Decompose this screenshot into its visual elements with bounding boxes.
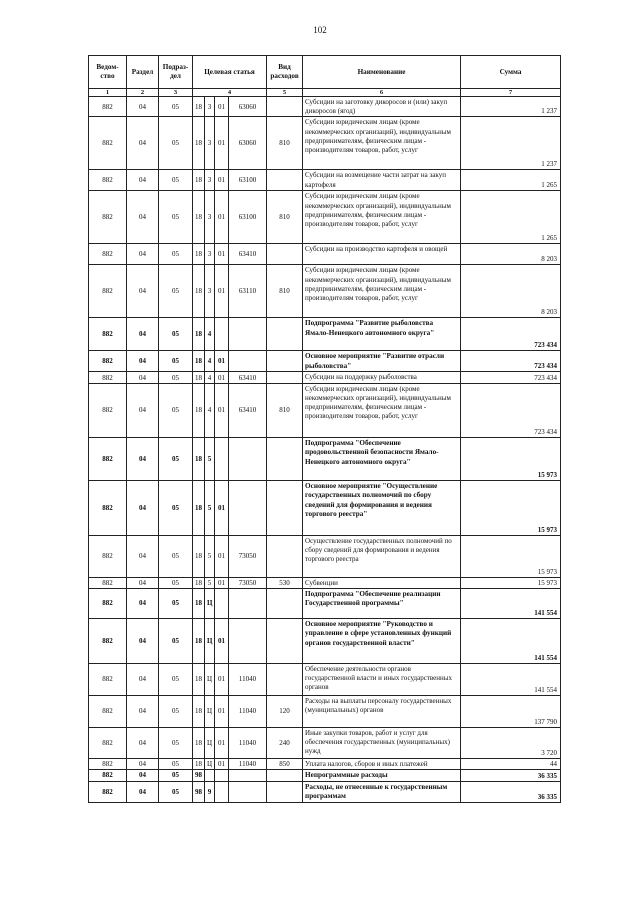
cell-target-direction (229, 618, 267, 663)
column-number: 3 (159, 89, 193, 97)
cell-name: Основное мероприятие "Руководство и управление в сфере установленных функций органов государственной власти" (303, 618, 461, 663)
cell-target-program: 18 (193, 437, 205, 480)
cell-subsection: 05 (159, 535, 193, 577)
table-row (89, 480, 561, 535)
cell-subsection: 05 (159, 170, 193, 191)
cell-target-subprogram: Ц (205, 758, 215, 769)
cell-target-subprogram: 9 (205, 781, 215, 802)
cell-subsection: 05 (159, 758, 193, 769)
cell-target-program: 18 (193, 170, 205, 191)
cell-target-subprogram: 3 (205, 265, 215, 318)
cell-target-subprogram: Ц (205, 727, 215, 758)
table-row (89, 695, 561, 727)
cell-target-subprogram: 4 (205, 318, 215, 351)
table-row (89, 97, 561, 117)
header-section: Раздел (127, 56, 159, 89)
cell-subsection: 05 (159, 588, 193, 618)
table-row (89, 618, 561, 663)
cell-subsection: 05 (159, 372, 193, 383)
cell-target-direction: 11040 (229, 663, 267, 695)
cell-target-direction: 63110 (229, 265, 267, 318)
table-row (89, 535, 561, 577)
cell-target-direction: 63410 (229, 372, 267, 383)
cell-subsection: 05 (159, 97, 193, 117)
cell-name: Субсидии юридическим лицам (кроме некоммерческих организаций), индивидуальным предпринимателям, физическим лицам - производителям товаров, работ, услуг (303, 383, 461, 437)
cell-target-program: 18 (193, 383, 205, 437)
cell-sum: 723 434 (461, 318, 561, 351)
cell-name: Осуществление государственных полномочий по сбору сведений для формирования и ведения торгового реестра (303, 535, 461, 577)
cell-name: Основное мероприятие "Развитие отрасли рыболовства" (303, 351, 461, 372)
table-row (89, 244, 561, 265)
cell-subsection: 05 (159, 727, 193, 758)
cell-target-measure: 01 (215, 618, 229, 663)
cell-subsection: 05 (159, 117, 193, 170)
cell-expense-type (267, 535, 303, 577)
cell-expense-type: 810 (267, 383, 303, 437)
cell-dept: 882 (89, 588, 127, 618)
cell-target-subprogram: 4 (205, 372, 215, 383)
cell-target-program: 18 (193, 480, 205, 535)
cell-dept: 882 (89, 383, 127, 437)
header-subsection: Подраз-дел (159, 56, 193, 89)
cell-name: Подпрограмма "Развитие рыболовства Ямало-Ненецкого автономного округа" (303, 318, 461, 351)
table-row (89, 265, 561, 318)
column-number: 6 (303, 89, 461, 97)
cell-target-subprogram: Ц (205, 663, 215, 695)
cell-sum: 1 265 (461, 191, 561, 244)
cell-expense-type (267, 781, 303, 802)
cell-dept: 882 (89, 170, 127, 191)
cell-target-subprogram: 3 (205, 170, 215, 191)
table-row (89, 437, 561, 480)
cell-section: 04 (127, 770, 159, 782)
cell-target-program: 18 (193, 351, 205, 372)
cell-dept: 882 (89, 535, 127, 577)
cell-target-measure: 01 (215, 727, 229, 758)
cell-target-program: 18 (193, 758, 205, 769)
cell-target-subprogram: Ц (205, 618, 215, 663)
header-sum: Сумма (461, 56, 561, 89)
table-row (89, 758, 561, 769)
cell-expense-type (267, 588, 303, 618)
cell-expense-type: 240 (267, 727, 303, 758)
cell-name: Расходы, не отнесенные к государственным программам (303, 781, 461, 802)
cell-target-measure: 01 (215, 265, 229, 318)
cell-section: 04 (127, 244, 159, 265)
cell-sum: 36 335 (461, 781, 561, 802)
cell-target-subprogram: 5 (205, 535, 215, 577)
cell-sum: 8 203 (461, 265, 561, 318)
cell-expense-type (267, 97, 303, 117)
cell-expense-type (267, 770, 303, 782)
cell-sum: 3 720 (461, 727, 561, 758)
cell-target-program: 18 (193, 695, 205, 727)
table-row (89, 727, 561, 758)
cell-sum: 141 554 (461, 588, 561, 618)
cell-target-program: 18 (193, 727, 205, 758)
cell-dept: 882 (89, 618, 127, 663)
cell-expense-type (267, 170, 303, 191)
cell-section: 04 (127, 265, 159, 318)
table-row (89, 191, 561, 244)
cell-name: Подпрограмма "Обеспечение продовольственной безопасности Ямало-Ненецкого автономного округа" (303, 437, 461, 480)
cell-target-program: 18 (193, 588, 205, 618)
table-row (89, 117, 561, 170)
cell-dept: 882 (89, 758, 127, 769)
cell-name: Субсидии юридическим лицам (кроме некоммерческих организаций), индивидуальным предпринимателям, физическим лицам - производителям товаров, работ, услуг (303, 117, 461, 170)
cell-name: Обеспечение деятельности органов государственной власти и иных государственных органов (303, 663, 461, 695)
cell-dept: 882 (89, 480, 127, 535)
cell-target-direction: 63100 (229, 191, 267, 244)
cell-target-measure: 01 (215, 663, 229, 695)
cell-dept: 882 (89, 695, 127, 727)
cell-expense-type: 810 (267, 265, 303, 318)
cell-section: 04 (127, 695, 159, 727)
cell-target-direction (229, 770, 267, 782)
header-expense-type: Вид расходов (267, 56, 303, 89)
cell-dept: 882 (89, 318, 127, 351)
cell-target-subprogram: 3 (205, 97, 215, 117)
cell-section: 04 (127, 383, 159, 437)
cell-target-direction: 63060 (229, 117, 267, 170)
cell-section: 04 (127, 781, 159, 802)
cell-target-subprogram (205, 770, 215, 782)
cell-target-program: 18 (193, 97, 205, 117)
cell-sum: 723 434 (461, 351, 561, 372)
cell-dept: 882 (89, 577, 127, 588)
cell-target-measure: 01 (215, 244, 229, 265)
cell-dept: 882 (89, 437, 127, 480)
cell-sum: 15 973 (461, 577, 561, 588)
cell-expense-type: 810 (267, 117, 303, 170)
column-number: 2 (127, 89, 159, 97)
cell-expense-type: 810 (267, 191, 303, 244)
cell-target-subprogram: 5 (205, 480, 215, 535)
cell-section: 04 (127, 727, 159, 758)
cell-target-measure: 01 (215, 383, 229, 437)
cell-dept: 882 (89, 117, 127, 170)
cell-expense-type (267, 351, 303, 372)
cell-name: Субсидии на возмещение части затрат на закуп картофеля (303, 170, 461, 191)
column-number: 4 (193, 89, 267, 97)
cell-sum: 137 790 (461, 695, 561, 727)
cell-target-measure (215, 770, 229, 782)
cell-target-subprogram: 4 (205, 383, 215, 437)
cell-target-subprogram: 3 (205, 191, 215, 244)
cell-section: 04 (127, 117, 159, 170)
cell-name: Основное мероприятие "Осуществление государственных полномочий по сбору сведений для формирования и ведения торгового реестра" (303, 480, 461, 535)
cell-name: Иные закупки товаров, работ и услуг для обеспечения государственных (муниципальных) нужд (303, 727, 461, 758)
cell-sum: 1 265 (461, 170, 561, 191)
cell-dept: 882 (89, 244, 127, 265)
cell-sum: 723 434 (461, 383, 561, 437)
cell-subsection: 05 (159, 577, 193, 588)
column-number: 7 (461, 89, 561, 97)
cell-subsection: 05 (159, 265, 193, 318)
cell-expense-type (267, 618, 303, 663)
table-row (89, 351, 561, 372)
cell-dept: 882 (89, 663, 127, 695)
cell-dept: 882 (89, 191, 127, 244)
cell-name: Расходы на выплаты персоналу государственных (муниципальных) органов (303, 695, 461, 727)
cell-target-measure: 01 (215, 695, 229, 727)
cell-name: Подпрограмма "Обеспечение реализации Государственной программы" (303, 588, 461, 618)
cell-sum: 1 237 (461, 97, 561, 117)
cell-target-direction (229, 318, 267, 351)
table-row (89, 318, 561, 351)
cell-target-measure: 01 (215, 97, 229, 117)
cell-name: Субсидии на заготовку дикоросов и (или) закуп дикоросов (ягод) (303, 97, 461, 117)
cell-sum: 36 335 (461, 770, 561, 782)
cell-dept: 882 (89, 265, 127, 318)
cell-target-direction (229, 437, 267, 480)
cell-target-direction (229, 781, 267, 802)
cell-target-measure (215, 318, 229, 351)
cell-expense-type (267, 318, 303, 351)
cell-sum: 141 554 (461, 663, 561, 695)
cell-target-measure (215, 437, 229, 480)
table-row (89, 588, 561, 618)
cell-sum: 8 203 (461, 244, 561, 265)
cell-subsection: 05 (159, 318, 193, 351)
column-number: 5 (267, 89, 303, 97)
cell-section: 04 (127, 618, 159, 663)
cell-target-program: 98 (193, 770, 205, 782)
cell-section: 04 (127, 191, 159, 244)
cell-subsection: 05 (159, 663, 193, 695)
cell-expense-type (267, 372, 303, 383)
cell-section: 04 (127, 480, 159, 535)
cell-subsection: 05 (159, 244, 193, 265)
column-number: 1 (89, 89, 127, 97)
cell-target-subprogram: 4 (205, 351, 215, 372)
cell-target-program: 18 (193, 618, 205, 663)
cell-target-program: 98 (193, 781, 205, 802)
cell-target-direction: 73050 (229, 577, 267, 588)
cell-expense-type (267, 663, 303, 695)
cell-subsection: 05 (159, 191, 193, 244)
cell-target-direction: 63410 (229, 244, 267, 265)
cell-name: Субсидии на производство картофеля и овощей (303, 244, 461, 265)
cell-target-measure: 01 (215, 758, 229, 769)
cell-target-direction: 11040 (229, 727, 267, 758)
cell-target-program: 18 (193, 577, 205, 588)
cell-section: 04 (127, 351, 159, 372)
cell-subsection: 05 (159, 618, 193, 663)
cell-dept: 882 (89, 97, 127, 117)
header-name: Наименование (303, 56, 461, 89)
cell-target-program: 18 (193, 663, 205, 695)
cell-target-measure: 01 (215, 577, 229, 588)
cell-subsection: 05 (159, 383, 193, 437)
cell-sum: 15 973 (461, 535, 561, 577)
cell-target-measure: 01 (215, 191, 229, 244)
cell-section: 04 (127, 758, 159, 769)
cell-target-direction (229, 351, 267, 372)
cell-sum: 44 (461, 758, 561, 769)
cell-target-measure: 01 (215, 535, 229, 577)
cell-name: Субсидии юридическим лицам (кроме некоммерческих организаций), индивидуальным предпринимателям, физическим лицам - производителям товаров, работ, услуг (303, 191, 461, 244)
cell-subsection: 05 (159, 770, 193, 782)
cell-section: 04 (127, 97, 159, 117)
cell-target-direction: 73050 (229, 535, 267, 577)
cell-dept: 882 (89, 351, 127, 372)
cell-target-measure: 01 (215, 117, 229, 170)
cell-target-measure (215, 588, 229, 618)
cell-target-direction (229, 480, 267, 535)
cell-target-program: 18 (193, 372, 205, 383)
cell-section: 04 (127, 577, 159, 588)
cell-target-direction: 63410 (229, 383, 267, 437)
cell-target-subprogram: Ц (205, 695, 215, 727)
cell-sum: 723 434 (461, 372, 561, 383)
cell-section: 04 (127, 318, 159, 351)
table-row (89, 577, 561, 588)
cell-expense-type (267, 244, 303, 265)
cell-section: 04 (127, 663, 159, 695)
cell-target-subprogram: 3 (205, 117, 215, 170)
cell-dept: 882 (89, 770, 127, 782)
cell-expense-type (267, 480, 303, 535)
cell-target-measure: 01 (215, 170, 229, 191)
header-target: Целевая статья (193, 56, 267, 89)
cell-subsection: 05 (159, 695, 193, 727)
cell-name: Уплата налогов, сборов и иных платежей (303, 758, 461, 769)
cell-dept: 882 (89, 372, 127, 383)
cell-target-program: 18 (193, 244, 205, 265)
cell-target-direction (229, 588, 267, 618)
cell-target-direction: 11040 (229, 758, 267, 769)
cell-target-program: 18 (193, 535, 205, 577)
cell-sum: 15 973 (461, 437, 561, 480)
header-row (89, 56, 561, 89)
table-row (89, 170, 561, 191)
cell-expense-type: 530 (267, 577, 303, 588)
table-row (89, 383, 561, 437)
cell-sum: 1 237 (461, 117, 561, 170)
table-row (89, 770, 561, 782)
cell-target-measure (215, 781, 229, 802)
cell-target-subprogram: 3 (205, 244, 215, 265)
cell-sum: 15 973 (461, 480, 561, 535)
cell-target-program: 18 (193, 191, 205, 244)
cell-target-subprogram: 5 (205, 577, 215, 588)
cell-target-direction: 63060 (229, 97, 267, 117)
cell-dept: 882 (89, 781, 127, 802)
cell-target-measure: 01 (215, 480, 229, 535)
cell-expense-type (267, 437, 303, 480)
table-row (89, 663, 561, 695)
cell-subsection: 05 (159, 437, 193, 480)
cell-section: 04 (127, 372, 159, 383)
table-row (89, 372, 561, 383)
cell-name: Субсидии на поддержку рыболовства (303, 372, 461, 383)
cell-target-measure: 01 (215, 372, 229, 383)
cell-target-direction: 11040 (229, 695, 267, 727)
table-row (89, 781, 561, 802)
cell-section: 04 (127, 170, 159, 191)
cell-section: 04 (127, 535, 159, 577)
cell-subsection: 05 (159, 781, 193, 802)
cell-target-program: 18 (193, 265, 205, 318)
cell-expense-type: 120 (267, 695, 303, 727)
budget-table (88, 55, 561, 803)
cell-section: 04 (127, 437, 159, 480)
cell-name: Субвенции (303, 577, 461, 588)
cell-dept: 882 (89, 727, 127, 758)
cell-target-subprogram: 5 (205, 437, 215, 480)
cell-target-measure: 01 (215, 351, 229, 372)
cell-target-program: 18 (193, 117, 205, 170)
cell-section: 04 (127, 588, 159, 618)
header-dept: Ведом-ство (89, 56, 127, 89)
page-number: 102 (313, 25, 327, 35)
cell-subsection: 05 (159, 480, 193, 535)
cell-expense-type: 850 (267, 758, 303, 769)
cell-sum: 141 554 (461, 618, 561, 663)
cell-target-subprogram: Ц (205, 588, 215, 618)
cell-name: Субсидии юридическим лицам (кроме некоммерческих организаций), индивидуальным предпринимателям, физическим лицам - производителям товаров, работ, услуг (303, 265, 461, 318)
column-number-row (89, 89, 561, 97)
cell-target-program: 18 (193, 318, 205, 351)
cell-subsection: 05 (159, 351, 193, 372)
cell-target-direction: 63100 (229, 170, 267, 191)
cell-name: Непрограммные расходы (303, 770, 461, 782)
